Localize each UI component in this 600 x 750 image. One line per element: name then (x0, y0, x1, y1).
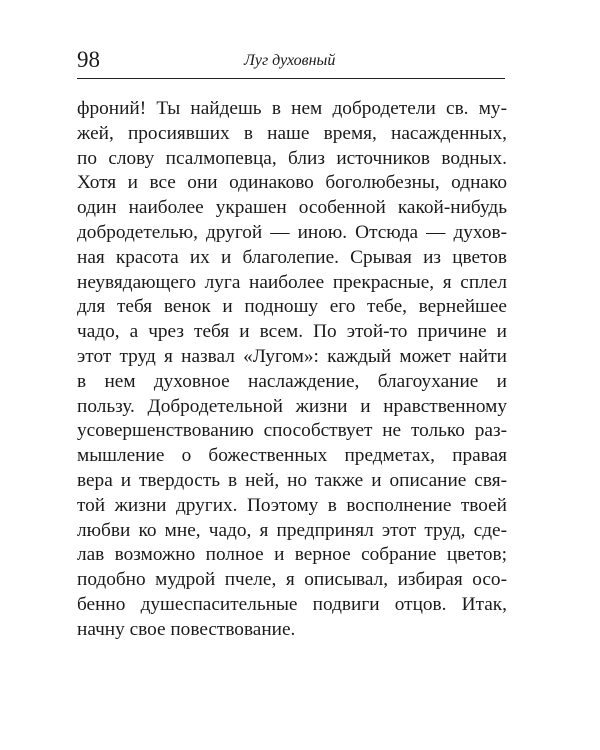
text-line: подобно мудрой пчеле, я описывал, избирая осо- (77, 569, 507, 591)
text-line: Хотя и все они одинаково боголюбезны, однако (77, 172, 507, 194)
text-line: для тебя венок и подношу его тебе, вернейшее (77, 296, 507, 318)
text-line: по слову псалмопевца, близ источников водных. (77, 147, 507, 169)
text-line: один наиболее украшен особенной какой-нибудь (77, 197, 507, 219)
text-line: любви ко мне, чадо, я предпринял этот труд, сде- (77, 519, 507, 541)
text-line: усовершенствованию способствует не только раз- (77, 420, 507, 442)
text-line: начну свое повествование. (77, 618, 296, 640)
page-number: 98 (77, 47, 100, 72)
text-line: мышление о божественных предметах, правая (77, 445, 507, 467)
running-title: Луг духовный (244, 52, 336, 69)
text-line: фроний! Ты найдешь в нем добродетели св. му- (77, 98, 507, 119)
text-line: этот труд я назвал «Лугом»: каждый может найти (77, 345, 507, 367)
text-line: чадо, а чрез тебя и всем. По этой-то причине и (77, 321, 507, 343)
text-line: неувядающего луга наиболее прекрасные, я сплел (77, 271, 507, 293)
page-header (77, 46, 505, 80)
header-rule (77, 78, 505, 79)
text-line: ная красота их и благолепие. Срывая из цветов (77, 246, 507, 268)
text-line: жей, просиявших в наше время, насажденных, (77, 122, 507, 144)
text-line: бенно душеспасительные подвиги отцов. Итак, (77, 593, 507, 615)
text-line: в нем духовное наслаждение, благоухание и (77, 370, 507, 392)
body-text (77, 97, 507, 643)
text-line: вера и твердость в ней, но также и описание свя- (77, 469, 507, 491)
text-line: пользу. Добродетельной жизни и нравственному (77, 395, 507, 417)
text-line: добродетелью, другой — иною. Отсюда — духов- (77, 221, 507, 243)
text-line: той жизни других. Поэтому в восполнение твоей (77, 494, 507, 516)
text-line: лав возможно полное и верное собрание цветов; (77, 544, 507, 566)
